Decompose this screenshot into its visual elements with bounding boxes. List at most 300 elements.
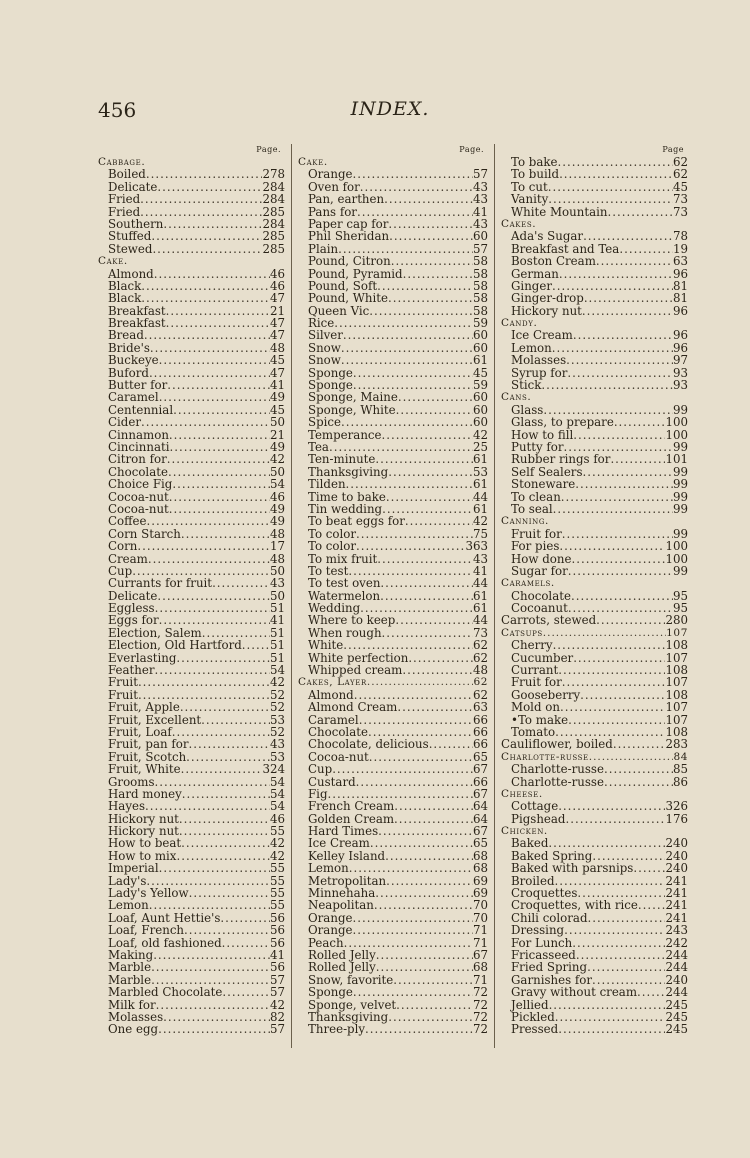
dot-leader <box>212 577 270 589</box>
dot-leader <box>398 391 473 403</box>
dot-leader <box>220 912 270 924</box>
entry-text: Almond <box>108 266 154 281</box>
index-entry <box>501 193 688 205</box>
entry-page-number: 48 <box>269 526 285 541</box>
entry-text: Vanity <box>511 192 549 207</box>
index-entry <box>298 763 488 775</box>
index-entry <box>298 800 488 812</box>
dot-leader <box>568 714 665 726</box>
dot-leader <box>341 416 473 428</box>
entry-page-number: 285 <box>262 241 285 256</box>
entry-text: Corn Starch <box>108 526 181 541</box>
dot-leader <box>429 738 473 750</box>
dot-leader <box>638 899 666 911</box>
dot-leader <box>608 206 673 218</box>
dot-leader <box>380 577 473 589</box>
entry-page-number: 108 <box>665 724 688 739</box>
entry-page-number: 41 <box>269 613 285 628</box>
entry-text: Three-ply <box>308 1022 366 1037</box>
index-entry <box>98 230 285 242</box>
entry-page-number: 42 <box>269 997 285 1012</box>
entry-page-number: 100 <box>665 427 688 442</box>
entry-page-number: 107 <box>665 712 688 727</box>
entry-page-number: 43 <box>472 551 488 566</box>
entry-page-number: 50 <box>269 464 285 479</box>
dot-leader <box>576 949 666 961</box>
page-column-label: Page. <box>256 145 281 154</box>
entry-text: Corn <box>108 539 138 554</box>
index-entry <box>98 1023 285 1035</box>
entry-text: Fruit for <box>511 675 562 690</box>
index-entry <box>98 292 285 304</box>
index-entry <box>298 924 488 936</box>
dot-leader <box>189 887 270 899</box>
index-entry <box>501 292 688 304</box>
entry-page-number: 47 <box>269 328 285 343</box>
entry-text: Loaf, French <box>108 923 185 938</box>
entry-text: Black <box>108 278 142 293</box>
entry-text: Cakes, Layer <box>298 676 367 689</box>
entry-text: Sponge <box>308 985 353 1000</box>
entry-page-number: 66 <box>472 774 488 789</box>
entry-page-number: 96 <box>672 340 688 355</box>
entry-text: Baked Spring <box>511 848 593 863</box>
entry-text: Boston Cream <box>511 254 596 269</box>
dot-leader <box>369 305 473 317</box>
dot-leader <box>561 491 673 503</box>
entry-page-number: 46 <box>269 811 285 826</box>
entry-page-number: 283 <box>665 737 688 752</box>
index-entry <box>501 305 688 317</box>
entry-text: Pans for <box>308 204 357 219</box>
dot-leader <box>365 1023 473 1035</box>
index-entry <box>98 416 285 428</box>
entry-text: Hard money <box>108 786 182 801</box>
entry-text: Cake. <box>98 255 128 268</box>
dot-leader <box>179 813 270 825</box>
dot-leader <box>572 937 665 949</box>
entry-page-number: 241 <box>665 898 688 913</box>
dot-leader <box>583 230 673 242</box>
entry-text: Baked <box>511 836 549 851</box>
dot-leader <box>573 429 665 441</box>
dot-leader <box>386 875 473 887</box>
dot-leader <box>153 949 270 961</box>
index-entry <box>298 614 488 626</box>
entry-text: Canning. <box>501 515 549 528</box>
entry-page-number: 54 <box>269 477 285 492</box>
entry-page-number: 42 <box>269 836 285 851</box>
index-entry <box>98 961 285 973</box>
dot-leader <box>182 788 270 800</box>
entry-text: Cocoa-nut <box>108 501 169 516</box>
entry-text: Fruit <box>108 675 138 690</box>
entry-text: Ada's Sugar <box>511 229 584 244</box>
dot-leader <box>596 614 665 626</box>
dot-leader <box>346 478 473 490</box>
index-entry <box>501 503 688 515</box>
entry-page-number: 65 <box>472 749 488 764</box>
entry-page-number: 59 <box>472 378 488 393</box>
entry-text: French Cream <box>308 799 395 814</box>
entry-text: To color <box>308 526 357 541</box>
entry-page-number: 49 <box>269 501 285 516</box>
entry-page-number: 67 <box>472 786 488 801</box>
entry-page-number: 107 <box>665 675 688 690</box>
entry-page-number: 244 <box>665 960 688 975</box>
entry-page-number: 61 <box>472 501 488 516</box>
entry-page-number: 17 <box>269 539 285 554</box>
dot-leader <box>146 168 263 180</box>
entry-page-number: 67 <box>472 762 488 777</box>
entry-page-number: 95 <box>672 601 688 616</box>
dot-leader <box>151 961 270 973</box>
entry-text: Snow <box>308 340 341 355</box>
entry-text: White perfection <box>308 650 409 665</box>
entry-text: Buckeye <box>108 353 159 368</box>
dot-leader <box>138 676 270 688</box>
dot-leader <box>222 986 270 998</box>
entry-text: Broiled <box>511 873 555 888</box>
entry-page-number: 86 <box>672 774 688 789</box>
dot-leader <box>141 292 270 304</box>
dot-leader <box>560 701 666 713</box>
entry-text: Orange <box>308 923 353 938</box>
entry-page-number: 60 <box>472 340 488 355</box>
entry-page-number: 240 <box>665 972 688 987</box>
entry-page-number: 73 <box>672 204 688 219</box>
entry-text: For Lunch <box>511 935 573 950</box>
dot-leader <box>571 553 665 565</box>
dot-leader <box>385 850 473 862</box>
entry-text: Sponge, velvet <box>308 997 397 1012</box>
dot-leader <box>614 416 666 428</box>
index-entry <box>298 701 488 713</box>
entry-text: White <box>308 638 344 653</box>
dot-leader <box>562 676 666 688</box>
entry-page-number: 45 <box>269 353 285 368</box>
dot-leader <box>370 837 473 849</box>
index-entry <box>298 515 488 527</box>
entry-page-number: 43 <box>472 179 488 194</box>
entry-page-number: 55 <box>269 886 285 901</box>
entry-text: Chocolate <box>308 724 368 739</box>
entry-text: Fruit, Loaf <box>108 724 172 739</box>
entry-page-number: 61 <box>472 353 488 368</box>
dot-leader <box>180 701 270 713</box>
dot-leader <box>170 441 270 453</box>
entry-text: Eggless <box>108 601 155 616</box>
entry-text: Fried <box>108 192 141 207</box>
entry-text: Sponge, Maine <box>308 390 398 405</box>
entry-page-number: 52 <box>269 700 285 715</box>
entry-page-number: 72 <box>472 1022 488 1037</box>
dot-leader <box>222 937 270 949</box>
index-entry <box>298 664 488 676</box>
entry-page-number: 44 <box>472 613 488 628</box>
entry-text: How to mix <box>108 848 177 863</box>
entry-text: Snow <box>308 353 341 368</box>
entry-page-number: 46 <box>269 266 285 281</box>
dot-leader <box>144 329 270 341</box>
entry-text: For pies <box>511 539 560 554</box>
entry-page-number: 280 <box>665 613 688 628</box>
dot-leader <box>596 255 673 267</box>
dot-leader <box>352 168 473 180</box>
entry-text: Stuffed <box>108 229 152 244</box>
entry-page-number: 60 <box>472 402 488 417</box>
entry-text: Where to keep <box>308 613 396 628</box>
dot-leader <box>619 243 673 255</box>
index-entry <box>501 800 688 812</box>
entry-text: Cream <box>108 551 148 566</box>
entry-page-number: 85 <box>672 762 688 777</box>
entry-page-number: 241 <box>665 910 688 925</box>
entry-page-number: 55 <box>269 861 285 876</box>
entry-text: Metropolitan <box>308 873 387 888</box>
dot-leader <box>408 652 473 664</box>
dot-leader <box>152 243 262 255</box>
entry-text: Cider <box>108 415 141 430</box>
dot-leader <box>377 553 473 565</box>
dot-leader <box>559 168 673 180</box>
entry-page-number: 95 <box>672 588 688 603</box>
entry-text: Fruit, White <box>108 762 181 777</box>
dot-leader <box>583 466 673 478</box>
entry-text: Almond <box>308 687 354 702</box>
entry-page-number: 107 <box>665 700 688 715</box>
entry-page-number: 245 <box>665 1009 688 1024</box>
entry-text: Grooms <box>108 774 155 789</box>
dot-leader <box>184 924 270 936</box>
entry-text: Candy. <box>501 317 538 330</box>
entry-page-number: 284 <box>262 216 285 231</box>
entry-text: Pickled <box>511 1009 555 1024</box>
entry-text: White Mountain <box>511 204 608 219</box>
dot-leader <box>565 813 665 825</box>
entry-page-number: 243 <box>665 923 688 938</box>
entry-page-number: 56 <box>269 935 285 950</box>
entry-text: Citron for <box>108 452 167 467</box>
dot-leader <box>374 899 473 911</box>
entry-text: Election, Salem <box>108 625 202 640</box>
entry-text: Caramels. <box>501 577 555 590</box>
dot-leader <box>159 354 270 366</box>
dot-leader <box>163 218 262 230</box>
entry-text: When rough <box>308 625 382 640</box>
entry-text: Gooseberry <box>511 687 581 702</box>
index-entry <box>98 614 285 626</box>
entry-text: Delicate <box>108 588 158 603</box>
entry-page-number: 60 <box>472 229 488 244</box>
entry-text: Marble <box>108 960 152 975</box>
index-entry <box>98 676 285 688</box>
entry-page-number: 19 <box>672 241 688 256</box>
entry-text: Glass <box>511 402 544 417</box>
index-entry <box>501 329 688 341</box>
entry-text: Ginger-drop <box>511 291 584 306</box>
entry-text: Plain <box>308 241 339 256</box>
entry-text: Centennial <box>108 402 174 417</box>
entry-text: Putty for <box>511 439 564 454</box>
dot-leader <box>559 268 673 280</box>
index-entry <box>98 577 285 589</box>
index-entry <box>298 193 488 205</box>
entry-text: To seal <box>511 501 553 516</box>
entry-text: Black <box>108 291 142 306</box>
page-column-label: Page. <box>459 145 484 154</box>
entry-page-number: 49 <box>269 439 285 454</box>
index-entry <box>298 540 488 552</box>
entry-text: Cake. <box>298 156 328 168</box>
entry-page-number: 69 <box>472 873 488 888</box>
entry-text: Fruit for <box>511 526 562 541</box>
entry-text: Stewed <box>108 241 153 256</box>
dot-leader <box>151 230 262 242</box>
dot-leader <box>352 924 473 936</box>
entry-text: To mix fruit <box>308 551 378 566</box>
entry-text: Neapolitan <box>308 898 374 913</box>
entry-text: Mold on <box>511 700 560 715</box>
dot-leader <box>588 912 666 924</box>
entry-text: German <box>511 266 559 281</box>
entry-page-number: 68 <box>472 960 488 975</box>
index-heading <box>98 255 285 267</box>
dot-leader <box>567 367 673 379</box>
entry-text: Pound, Pyramid <box>308 266 403 281</box>
index-entry <box>98 193 285 205</box>
entry-text: Thanksgiving <box>308 1009 389 1024</box>
index-entry <box>501 453 688 465</box>
entry-text: Sponge <box>308 365 353 380</box>
entry-text: Cheese. <box>501 787 543 800</box>
entry-page-number: 57 <box>269 1022 285 1037</box>
index-entry <box>98 478 285 490</box>
entry-text: Fried <box>108 204 141 219</box>
dot-leader <box>388 292 473 304</box>
entry-text: Gravy without cream <box>511 985 638 1000</box>
index-entry <box>98 701 285 713</box>
entry-text: Caramel <box>308 712 359 727</box>
entry-text: Chocolate <box>511 588 571 603</box>
entry-text: Hayes <box>108 799 146 814</box>
entry-page-number: 51 <box>269 638 285 653</box>
entry-page-number: 51 <box>269 650 285 665</box>
entry-page-number: 60 <box>472 415 488 430</box>
index-entry <box>501 614 688 626</box>
index-entry <box>98 168 285 180</box>
dot-leader <box>149 899 270 911</box>
dot-leader <box>352 912 473 924</box>
entry-page-number: 70 <box>472 898 488 913</box>
entry-page-number: 53 <box>269 749 285 764</box>
entry-page-number: 99 <box>672 501 688 516</box>
dot-leader <box>168 466 270 478</box>
index-entry <box>298 168 488 180</box>
index-entry <box>501 961 688 973</box>
entry-page-number: 278 <box>262 167 285 182</box>
entry-page-number: 81 <box>672 278 688 293</box>
entry-text: Choice Fig <box>108 477 173 492</box>
entry-text: To test oven <box>308 576 381 591</box>
entry-page-number: 72 <box>472 997 488 1012</box>
entry-page-number: 48 <box>269 551 285 566</box>
dot-leader <box>377 280 473 292</box>
index-entry <box>298 416 488 428</box>
index-heading <box>501 577 688 589</box>
entry-page-number: 43 <box>472 216 488 231</box>
entry-text: Cocoa-nut <box>108 489 169 504</box>
entry-page-number: 58 <box>472 291 488 306</box>
dot-leader <box>395 614 473 626</box>
index-column-3 <box>494 144 688 1048</box>
entry-text: Silver <box>308 328 343 343</box>
entry-text: Breakfast <box>108 303 166 318</box>
entry-page-number: 56 <box>269 910 285 925</box>
entry-page-number: 101 <box>665 452 688 467</box>
entry-page-number: 363 <box>465 539 488 554</box>
dot-leader <box>150 342 270 354</box>
entry-text: Tea <box>308 439 329 454</box>
entry-page-number: 48 <box>269 340 285 355</box>
entry-page-number: 108 <box>665 663 688 678</box>
dot-leader <box>154 268 270 280</box>
index-entry <box>298 986 488 998</box>
entry-text: Caramel <box>108 390 159 405</box>
entry-page-number: 108 <box>665 687 688 702</box>
entry-page-number: 56 <box>269 960 285 975</box>
entry-text: Chocolate, delicious <box>308 737 429 752</box>
entry-text: Minnehaha <box>308 886 376 901</box>
entry-page-number: 176 <box>665 811 688 826</box>
dot-leader <box>555 1011 666 1023</box>
dot-leader <box>158 1023 270 1035</box>
dot-leader <box>566 354 673 366</box>
dot-leader <box>553 639 666 651</box>
entry-text: Fruit, Apple <box>108 700 180 715</box>
dot-leader <box>568 565 673 577</box>
index-entry <box>98 763 285 775</box>
index-entry <box>98 800 285 812</box>
entry-page-number: 107 <box>666 626 688 639</box>
entry-page-number: 25 <box>472 439 488 454</box>
entry-page-number: 99 <box>672 464 688 479</box>
index-entry <box>501 478 688 490</box>
entry-page-number: 284 <box>262 179 285 194</box>
index-entry <box>298 478 488 490</box>
entry-page-number: 52 <box>269 687 285 702</box>
index-entry <box>98 924 285 936</box>
entry-page-number: 99 <box>672 563 688 578</box>
entry-page-number: 61 <box>472 601 488 616</box>
entry-page-number: 42 <box>269 675 285 690</box>
index-entry <box>298 577 488 589</box>
entry-page-number: 241 <box>665 886 688 901</box>
entry-text: Cocoanut <box>511 601 568 616</box>
dot-leader <box>384 193 473 205</box>
entry-text: Syrup for <box>511 365 568 380</box>
entry-page-number: 54 <box>269 786 285 801</box>
entry-text: Loaf, Aunt Hettie's <box>108 910 221 925</box>
entry-page-number: 326 <box>665 799 688 814</box>
dot-leader <box>405 515 473 527</box>
dot-leader <box>201 714 270 726</box>
entry-text: Ice Cream <box>511 328 573 343</box>
dot-leader <box>146 515 270 527</box>
entry-text: Cup <box>108 563 133 578</box>
entry-text: To bake <box>511 155 558 169</box>
dot-leader <box>159 614 270 626</box>
